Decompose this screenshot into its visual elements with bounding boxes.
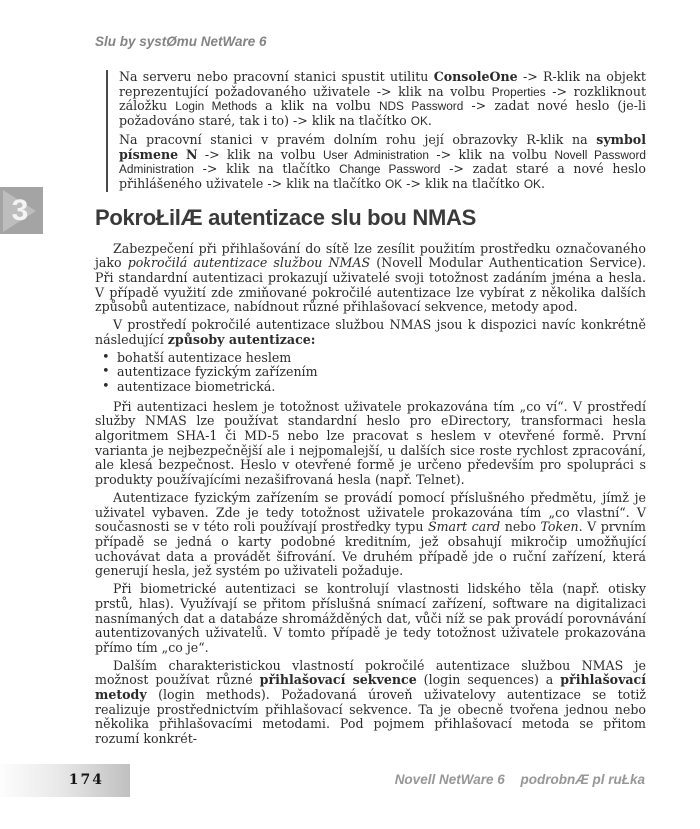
body-paragraph: Zabezpečení při přihlašování do sítě lze zesílit použitím prostředku označovaného jako pokročilá autentizace službou NMAS (Novell Modular Authentication Service). Při standardní autentizaci prokazují uživatelé svoji totožnost zadáním jména a hesla. V případě využití zde zmiňované pokročilé autentizace lze vybírat z několika dalších způsobů autentizace, nabídnout různé přihlašovací sekvence, metody apod.	[95, 240, 646, 315]
note-paragraph: Na serveru nebo pracovní stanici spustit utilitu ConsoleOne -> R-klik na objekt reprezentující požadovaného uživatele -> klik na volbu Properties -> rozkliknout záložku Login Methods a klik na volbu NDS Password -> zadat nové heslo (je-li požadováno staré, tak i to) -> klik na tlačítko OK.	[119, 69, 647, 129]
auth-methods-list	[95, 351, 646, 395]
body-paragraph: V prostředí pokročilé autentizace službou NMAS jsou k dispozici navíc konkrétně následující způsoby autentizace:	[95, 317, 646, 347]
body-paragraph: Dalším charakteristickou vlastností pokročilé autentizace službou NMAS je možnost používat různé přihlašovací sekvence (login sequences) a přihlašovací metody (login methods). Požadovaná úroveň uživatelovy autentizace se totiž realizuje prostřednictvím přihlašovací sekvence. Ta je obecně tvořena jednou nebo několika přihlašovacími metodami. Pod pojmem přihlašovací metoda se přitom rozumí konkrét-	[95, 657, 646, 747]
chapter-tab	[0, 187, 43, 234]
body-paragraph: Při autentizaci heslem je totožnost uživatele prokazována tím „co ví“. V prostředí služby NMAS lze používat standardní heslo pro eDirectory, transformaci hesla algoritmem SHA-1 či MD-5 nebo lze pracovat s heslem v otevřené formě. První varianta je nejbezpečnější ale i nejpomalejší, u dalších sice roste rychlost zpracování, ale klesá bezpečnost. Heslo v otevřené formě je určeno především pro spolupráci s produkty používajícími nezašifrovaná hesla (např. Telnet).	[95, 398, 646, 488]
body-paragraph: Autentizace fyzickým zařízením se provádí pomocí příslušného předmětu, jímž je uživatel vybaven. Zde je tedy totožnost uživatele prokazována tím „co vlastní“. V současnosti se v této roli používají prostředky typu Smart card nebo Token. V prvním případě se jedná o karty podobné kreditním, jež obsahují mikročip umožňující uchovávat data a provádět šifrování. Ve druhém případě jde o ruční zařízení, která generují hesla, jež systém po uživateli požaduje.	[95, 489, 646, 579]
procedure-note-block	[106, 70, 646, 192]
section-body	[95, 242, 646, 747]
list-item: • autentizace fyzickým zařízením	[102, 365, 646, 380]
list-item: • autentizace biometrická.	[102, 380, 646, 395]
section-heading: PokroŁilÆ autentizace slu bou NMAS	[95, 204, 476, 230]
body-paragraph: Při biometrické autentizaci se kontrolují vlastnosti lidského těla (např. otisky prstů, hlas). Využívají se přitom příslušná snímací zařízení, software na digitalizaci nasnímaných dat a databáze shromážděných dat, vůči níž se pak provádí porovnávání autentizovaných uživatelů. V tomto případě je tedy totožnost uživatele prokazována přímo tím „co je“.	[95, 581, 646, 655]
page-number-box	[0, 764, 130, 797]
footer-subtitle-text: podrobnÆ pl ruŁka	[520, 772, 645, 787]
footer-title-text: Novell NetWare 6	[394, 772, 505, 787]
footer-book-title	[395, 772, 645, 787]
list-item: • bohatší autentizace heslem	[102, 351, 646, 366]
page-number: 174	[68, 772, 104, 788]
chapter-number: 3	[11, 194, 29, 227]
note-paragraph: Na pracovní stanici v pravém dolním rohu její obrazovky R-klik na symbol písmene N -> klik na volbu User Administration -> klik na volbu Novell Password Administration -> klik na tlačítko Change Password -> zadat staré a nové heslo přihlášeného uživatele -> klik na tlačítko OK -> klik na tlačítko OK.	[119, 131, 647, 191]
text-column	[95, 70, 646, 750]
running-header: Slu by systØmu NetWare 6	[95, 34, 267, 49]
